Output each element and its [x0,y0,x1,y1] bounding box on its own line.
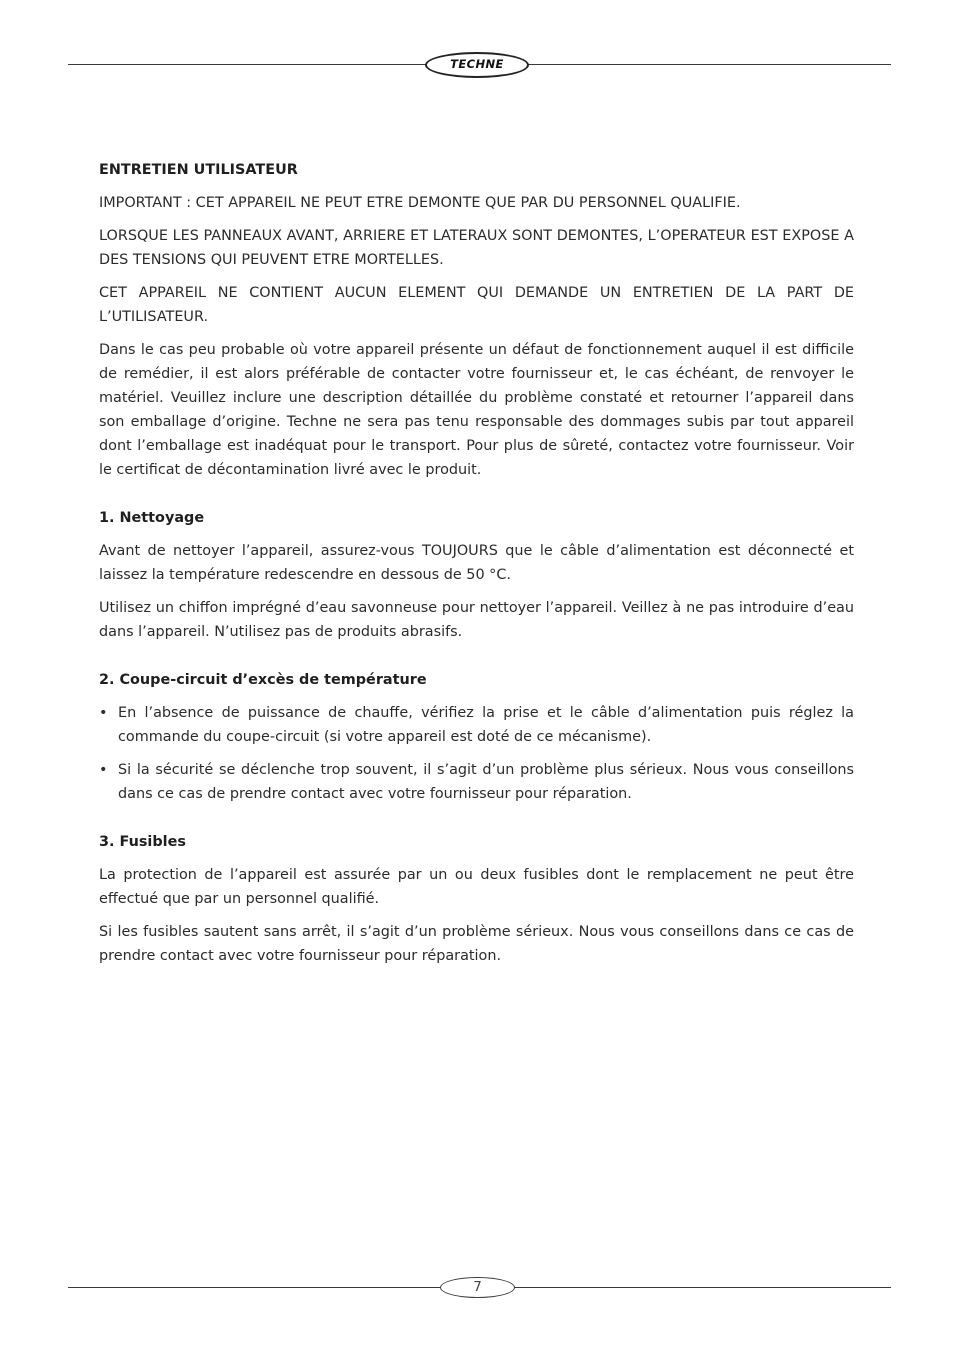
section-heading-cleaning: 1. Nettoyage [99,510,205,526]
fuses-paragraph: Si les fusibles sautent sans arrêt, il s’agit d’un problème sérieux. Nous vous conseillons dans ce cas de prendre contact avec votre fournisseur pour réparation. [99,924,854,964]
list-item [99,758,854,806]
cleaning-paragraph: Utilisez un chiffon imprégné d’eau savonneuse pour nettoyer l’appareil. Veillez à ne pas introduire d’eau dans l’appareil. N’utilisez pas de produits abrasifs. [99,600,854,640]
section-heading-fuses: 3. Fusibles [99,834,186,850]
list-item [99,701,854,749]
list-item-text: Si la sécurité se déclenche trop souvent, il s’agit d’un problème plus sérieux. Nous vous conseillons dans ce cas de prendre contact avec votre fournisseur pour réparation. [118,762,854,802]
voltage-warning: LORSQUE LES PANNEAUX AVANT, ARRIERE ET LATERAUX SONT DEMONTES, L’OPERATEUR EST EXPOSE A DES TENSIONS QUI PEUVENT ETRE MORTELLES. [99,228,854,268]
cleaning-paragraph: Avant de nettoyer l’appareil, assurez-vous TOUJOURS que le câble d’alimentation est déconnecté et laissez la température redescendre en dessous de 50 °C. [99,543,854,583]
cutout-bullet-list [99,701,854,806]
techne-logo: TECHNE [425,52,529,78]
page-number: 7 [440,1277,515,1298]
page-title: ENTRETIEN UTILISATEUR [99,162,298,178]
malfunction-paragraph: Dans le cas peu probable où votre appareil présente un défaut de fonctionnement auquel il est difficile de remédier, il est alors préférable de contacter votre fournisseur et, le cas échéant, de renvoyer le matériel. Veuillez inclure une description détaillée du problème constaté et retourner l’appareil dans son emballage d’origine. Techne ne sera pas tenu responsable des dommages subis par tout appareil dont l’emballage est inadéquat pour le transport. Pour plus de sûreté, contactez votre fournisseur. Voir le certificat de décontamination livré avec le produit. [99,342,854,478]
no-user-serviceable-notice: CET APPAREIL NE CONTIENT AUCUN ELEMENT QUI DEMANDE UN ENTRETIEN DE LA PART DE L’UTILISATEUR. [99,285,854,325]
list-item-text: En l’absence de puissance de chauffe, vérifiez la prise et le câble d’alimentation puis réglez la commande du coupe-circuit (si votre appareil est doté de ce mécanisme). [118,705,854,745]
bullet-icon: • [99,762,108,778]
fuses-paragraph: La protection de l’appareil est assurée par un ou deux fusibles dont le remplacement ne peut être effectué que par un personnel qualifié. [99,867,854,907]
page-content [99,158,854,977]
important-notice: IMPORTANT : CET APPAREIL NE PEUT ETRE DEMONTE QUE PAR DU PERSONNEL QUALIFIE. [99,195,741,211]
bullet-icon: • [99,705,108,721]
section-heading-cutout: 2. Coupe-circuit d’excès de température [99,672,427,688]
